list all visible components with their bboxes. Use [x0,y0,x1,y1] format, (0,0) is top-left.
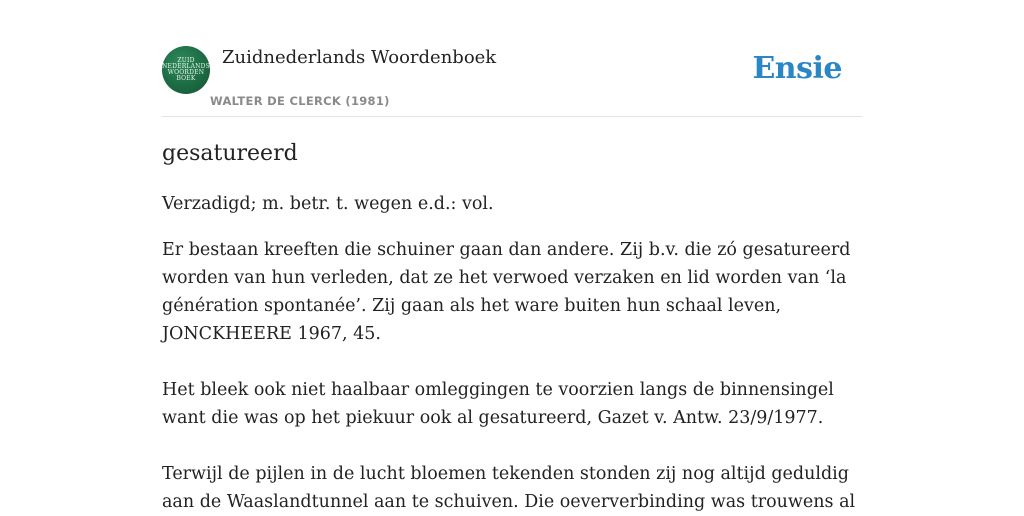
ensie-brand-logo[interactable]: Ensie [752,51,842,86]
entry-content [162,140,862,516]
entry-definition: Verzadigd; m. betr. t. wegen e.d.: vol. [162,194,494,214]
logo-text: ZUID NEDERLANDS WOORDEN BOEK [162,57,210,82]
dictionary-author: WALTER DE CLERCK (1981) [210,94,390,108]
entry-quote: Het bleek ook niet haalbaar omleggingen te voorzien langs de binnensingel want die was op het piekuur ook al gesatureerd, Gazet v. Antw. 23/9/1977. [162,380,834,428]
dictionary-logo-icon[interactable] [162,46,210,94]
site-header [162,46,862,117]
entry-term: gesatureerd [162,141,298,166]
entry-quote: Er bestaan kreeften die schuiner gaan dan andere. Zij b.v. die zó gesatureerd worden van hun verleden, dat ze het verwoed verzaken en lid worden van ‘la génération spontanée’. Zij gaan als het ware buiten hun schaal leven, JONCKHEERE 1967, 45. [162,240,851,344]
entry-quote: Terwijl de pijlen in de lucht bloemen tekenden stonden zij nog altijd geduldig aan de Waaslandtunnel aan te schuiven. Die oeververbinding was trouwens al [162,464,856,512]
dictionary-title[interactable]: Zuidnederlands Woordenboek [222,47,497,68]
